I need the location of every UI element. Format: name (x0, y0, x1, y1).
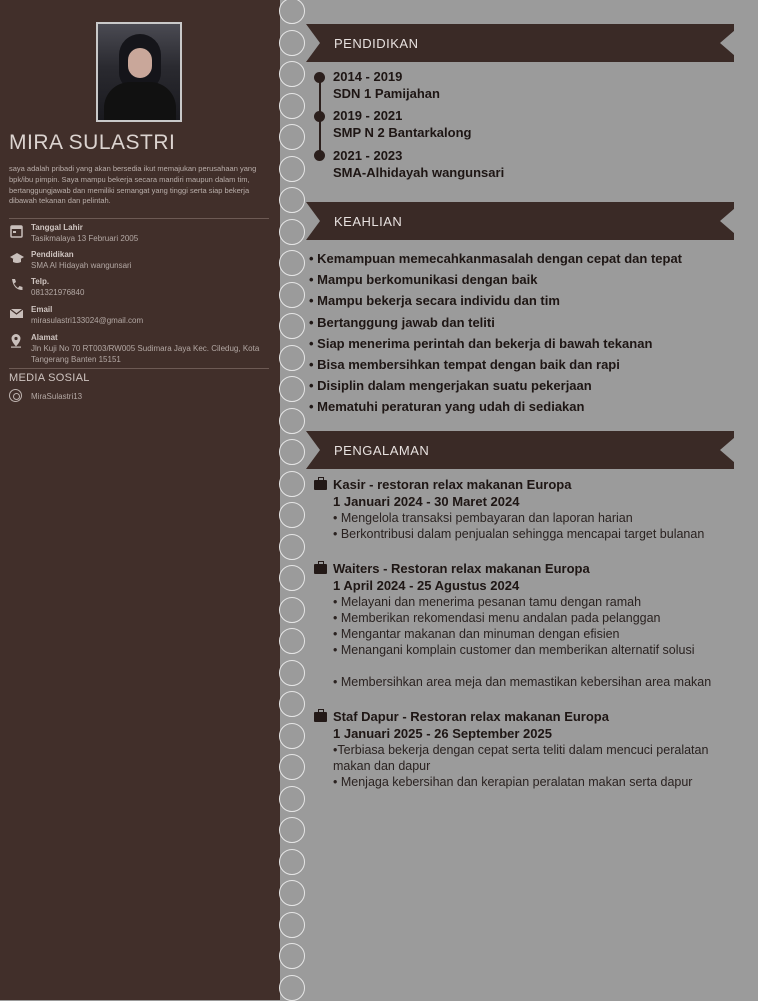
job-bullet: • Menjaga kebersihan dan kerapian peralatan makan serta dapur (333, 775, 693, 789)
education-item (333, 147, 504, 181)
skill-item: • Bisa membersihkan tempat dengan baik dan rapi (309, 356, 620, 372)
binding-ring (279, 219, 305, 245)
job-bullet: • Berkontribusi dalam penjualan sehingga mencapai target bulanan (333, 527, 705, 541)
section-banner-education (306, 24, 734, 62)
info-value: 081321976840 (31, 288, 85, 297)
binding-ring (279, 30, 305, 56)
binding-ring (279, 282, 305, 308)
binding-ring (279, 502, 305, 528)
binding-ring (279, 0, 305, 24)
binding-ring (279, 534, 305, 560)
info-value: Tasikmalaya 13 Februari 2005 (31, 234, 139, 243)
job-bullet: • Mengantar makanan dan minuman dengan efisien (333, 627, 620, 641)
job-bullet: • Membersihkan area meja dan memastikan kebersihan area makan (333, 675, 712, 689)
instagram-icon (9, 389, 22, 402)
info-value: mirasulastri133024@gmail.com (31, 316, 144, 325)
binding-ring (279, 912, 305, 938)
job-bullet: • Mengelola transaksi pembayaran dan laporan harian (333, 511, 633, 525)
binding-ring (279, 817, 305, 843)
job-bullet: •Terbiasa bekerja dengan cepat serta teliti dalam mencuci peralatan makan dan dapur (333, 743, 709, 773)
job-title: Staf Dapur - Restoran relax makanan Europa (333, 709, 609, 724)
binding-ring (279, 250, 305, 276)
location-pin-icon (9, 334, 25, 348)
info-label: Pendidikan (31, 250, 74, 259)
section-banner-skills (306, 202, 734, 240)
binding-ring (279, 439, 305, 465)
info-label: Tanggal Lahir (31, 223, 83, 232)
skill-item: • Mampu bekerja secara individu dan tim (309, 293, 560, 309)
binding-ring (279, 376, 305, 402)
section-title: PENDIDIKAN (334, 36, 419, 51)
education-years: 2014 - 2019 (333, 69, 403, 84)
profile-photo (96, 22, 182, 122)
binding-ring (279, 660, 305, 686)
briefcase-icon (314, 712, 327, 722)
social-heading: MEDIA SOSIAL (9, 372, 90, 384)
binding-ring (279, 723, 305, 749)
briefcase-icon (314, 480, 327, 490)
divider (9, 218, 269, 219)
info-label: Telp. (31, 277, 50, 286)
job-dates: 1 April 2024 - 25 Agustus 2024 (333, 578, 520, 593)
binding-ring (279, 849, 305, 875)
skill-item: • Mampu berkomunikasi dengan baik (309, 272, 538, 288)
education-years: 2019 - 2021 (333, 108, 403, 123)
skill-item: • Siap menerima perintah dan bekerja di bawah tekanan (309, 335, 653, 351)
binding-ring (279, 61, 305, 87)
job-bullet: • Melayani dan menerima pesanan tamu dengan ramah (333, 595, 642, 609)
binding-ring (279, 187, 305, 213)
education-school: SMA-Alhidayah wangunsari (333, 165, 505, 180)
job-bullet: • Menangani komplain customer dan memberikan alternatif solusi (333, 643, 695, 657)
education-years: 2021 - 2023 (333, 148, 403, 163)
education-school: SDN 1 Pamijahan (333, 86, 440, 101)
info-label: Email (31, 305, 53, 314)
info-value: SMA Al Hidayah wangunsari (31, 261, 132, 270)
section-title: KEAHLIAN (334, 214, 403, 229)
binding-ring (279, 786, 305, 812)
sidebar (0, 0, 280, 1000)
spiral-binding (279, 0, 309, 1000)
skill-item: • Kemampuan memecahkanmasalah dengan cepat dan tepat (309, 251, 683, 266)
instagram-handle: MiraSulastri13 (31, 392, 83, 401)
job-title: Waiters - Restoran relax makanan Europa (333, 561, 590, 576)
divider (9, 368, 269, 369)
job-dates: 1 Januari 2025 - 26 September 2025 (333, 726, 552, 741)
binding-ring (279, 156, 305, 182)
timeline-dot (314, 72, 325, 83)
binding-ring (279, 691, 305, 717)
job-title: Kasir - restoran relax makanan Europa (333, 477, 572, 492)
binding-ring (279, 565, 305, 591)
education-item (333, 107, 471, 141)
binding-ring (279, 597, 305, 623)
binding-ring (279, 975, 305, 1001)
binding-ring (279, 880, 305, 906)
timeline-dot (314, 150, 325, 161)
binding-ring (279, 943, 305, 969)
binding-ring (279, 408, 305, 434)
candidate-name: MIRA SULASTRI (9, 131, 176, 154)
email-icon (9, 306, 25, 320)
binding-ring (279, 471, 305, 497)
info-label: Alamat (31, 333, 58, 342)
binding-ring (279, 628, 305, 654)
graduation-cap-icon (9, 251, 25, 265)
job-bullet: • Memberikan rekomendasi menu andalan pada pelanggan (333, 611, 661, 625)
skill-item: • Disiplin dalam mengerjakan suatu pekerjaan (309, 378, 592, 394)
skill-item: • Bertanggung jawab dan teliti (309, 314, 495, 330)
education-item (333, 68, 440, 102)
skills-list (309, 251, 682, 421)
info-value: Jln Kuji No 70 RT003/RW005 Sudimara Jaya Kec. Ciledug, Kota Tangerang Banten 15151 (31, 344, 260, 364)
calendar-icon (9, 224, 25, 238)
binding-ring (279, 345, 305, 371)
section-banner-experience (306, 431, 734, 469)
binding-ring (279, 93, 305, 119)
binding-ring (279, 313, 305, 339)
section-title: PENGALAMAN (334, 443, 430, 458)
skill-item: • Mematuhi peraturan yang udah di sediakan (309, 399, 585, 415)
briefcase-icon (314, 564, 327, 574)
binding-ring (279, 754, 305, 780)
timeline-dot (314, 111, 325, 122)
about-text: saya adalah pribadi yang akan bersedia ikut memajukan perusahaan yang bpk/ibu pimpin. Saya mampu bekerja secara mandiri maupun dalam tim, bertanggungjawab dan memiliki semangat yang tinggi serta siap bekerja dibawah tekanan dan pelintah. (9, 164, 257, 206)
job-dates: 1 Januari 2024 - 30 Maret 2024 (333, 494, 520, 509)
binding-ring (279, 124, 305, 150)
phone-icon (9, 278, 25, 292)
education-school: SMP N 2 Bantarkalong (333, 125, 472, 140)
